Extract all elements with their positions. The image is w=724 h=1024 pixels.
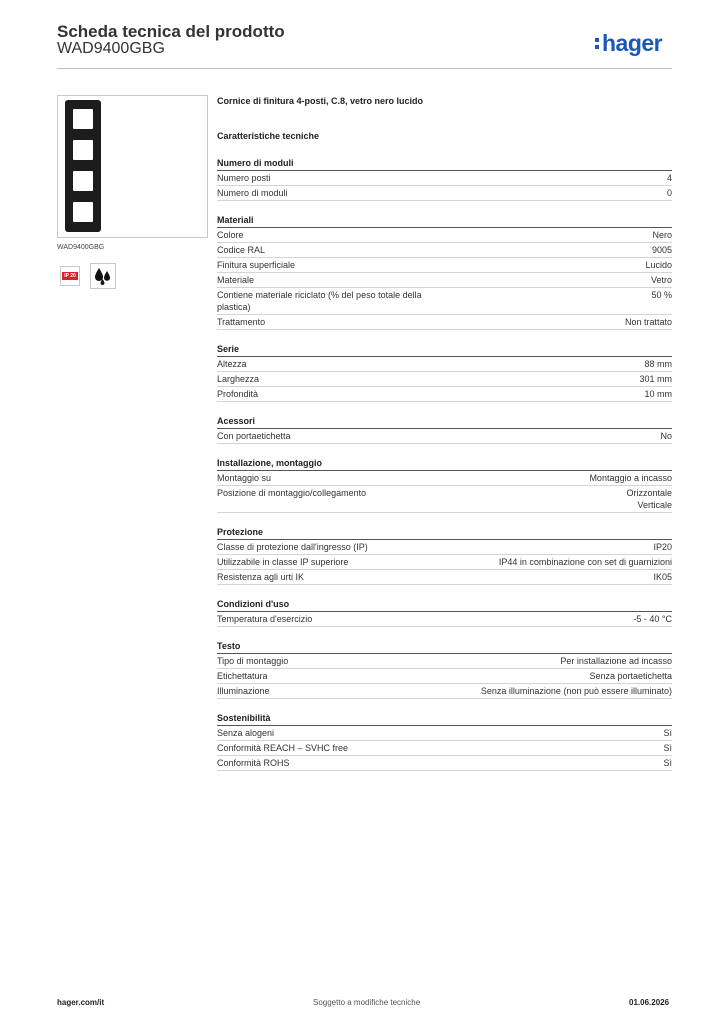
spec-label: Tipo di montaggio [217,656,289,666]
footer-date: 01.06.2026 [629,998,670,1007]
spec-value: Sì [663,728,672,738]
spec-label: Profondità [217,389,259,399]
spec-row [217,654,672,669]
spec-label: Numero di moduli [217,188,288,198]
spec-label: Larghezza [217,374,260,384]
spec-value: 301 mm [639,374,672,384]
page-title: Scheda tecnica del prodotto [57,22,285,41]
spec-row [217,228,672,243]
spec-label: Utilizzabile in classe IP superiore [217,557,349,567]
spec-row [217,741,672,756]
spec-label: Resistenza agli urti IK [217,572,305,582]
product-code-caption: WAD9400GBG [57,244,105,251]
spec-label: Etichettatura [217,671,268,681]
spec-row [217,570,672,585]
section-title: Sostenibilità [217,713,672,726]
spec-label: Illuminazione [217,686,270,696]
section-title: Acessori [217,416,672,429]
logo-text: hager [602,30,663,56]
spec-value: Senza illuminazione (non può essere illuminato) [480,686,672,696]
section-title: Materiali [217,215,672,228]
spec-row [217,555,672,570]
spec-value: Sì [663,743,672,753]
footer-website: hager.com/it [57,998,105,1007]
ip-badge-text: IP 20 [64,273,76,279]
spec-value: -5 - 40 °C [633,614,672,624]
spec-row [217,486,672,513]
frame-illustration [65,100,101,232]
spec-row [217,372,672,387]
spec-row [217,273,672,288]
spec-label: Posizione di montaggio/collegamento [217,488,367,498]
ip-rating-badge-icon [60,266,80,286]
spec-row [217,243,672,258]
spec-label: Materiale [217,275,255,285]
spec-row [217,471,672,486]
spec-row [217,288,672,315]
frame-slot [73,171,93,191]
spec-label: Conformità ROHS [217,758,290,768]
spec-label: Senza alogeni [217,728,275,738]
spec-row [217,429,672,444]
spec-row [217,387,672,402]
spec-value: 4 [666,173,672,183]
footer-notice: Soggetto a modifiche tecniche [313,998,421,1007]
spec-section [217,713,672,771]
spec-value: 0 [666,188,672,198]
spec-value: 9005 [651,245,672,255]
spec-value: Orizzontale Verticale [626,488,672,510]
spec-label: Con portaetichetta [217,431,291,441]
spec-section [217,344,672,402]
spec-value: No [660,431,672,441]
hager-logo [595,30,675,56]
frame-slot [73,202,93,222]
spec-value: IP20 [653,542,672,552]
spec-row [217,540,672,555]
spec-section [217,599,672,627]
spec-value: IP44 in combinazione con set di guarnizioni [498,557,672,567]
spec-value: Per installazione ad incasso [560,656,672,666]
product-description: Cornice di finitura 4-posti, C.8, vetro nero lucido [217,96,424,106]
header-divider [57,68,672,69]
spec-label: Numero posti [217,173,271,183]
spec-section [217,527,672,585]
frame-slot [73,140,93,160]
spec-row [217,357,672,372]
spec-value: IK05 [653,572,672,582]
spec-section [217,158,672,201]
spec-section [217,416,672,444]
specs-heading: Caratteristiche tecniche [217,131,320,141]
spec-label: Montaggio su [217,473,272,483]
spec-section [217,215,672,330]
spec-value: Vetro [650,275,672,285]
spec-section [217,641,672,699]
product-code-subtitle: WAD9400GBG [57,40,165,57]
spec-section [217,458,672,513]
spec-row [217,684,672,699]
spec-label: Finitura superficiale [217,260,296,270]
section-title: Condizioni d'uso [217,599,672,612]
spec-row [217,258,672,273]
spec-row [217,726,672,741]
spec-row [217,669,672,684]
spec-value: 50 % [651,290,672,300]
spec-label: Trattamento [217,317,266,327]
spec-value: Lucido [645,260,672,270]
section-title: Installazione, montaggio [217,458,672,471]
section-title: Protezione [217,527,672,540]
section-title: Testo [217,641,672,654]
spec-label: Temperatura d'esercizio [217,614,313,624]
spec-value: Nero [652,230,672,240]
spec-row [217,186,672,201]
spec-row [217,756,672,771]
product-image [57,95,208,238]
spec-sections [217,158,672,771]
spec-value: Sì [663,758,672,768]
spec-value: Montaggio a incasso [589,473,672,483]
spec-label: Codice RAL [217,245,266,255]
spec-label: Classe di protezione dall'ingresso (IP) [217,542,368,552]
spec-label: Altezza [217,359,247,369]
section-title: Serie [217,344,672,357]
spec-row [217,315,672,330]
spec-value: 10 mm [644,389,672,399]
spec-label: Contiene materiale riciclato (% del peso totale della plastica) [217,290,422,312]
spec-label: Conformità REACH – SVHC free [217,743,349,753]
spec-row [217,171,672,186]
spec-value: Senza portaetichetta [589,671,672,681]
spec-value: Non trattato [624,317,672,327]
section-title: Numero di moduli [217,158,672,171]
spec-label: Colore [217,230,244,240]
spec-value: 88 mm [644,359,672,369]
specifications-content [217,96,672,771]
frame-slot [73,109,93,129]
spec-row [217,612,672,627]
certification-badges [60,266,116,289]
logo-colon-icon [595,34,601,52]
water-drops-icon [90,263,116,289]
